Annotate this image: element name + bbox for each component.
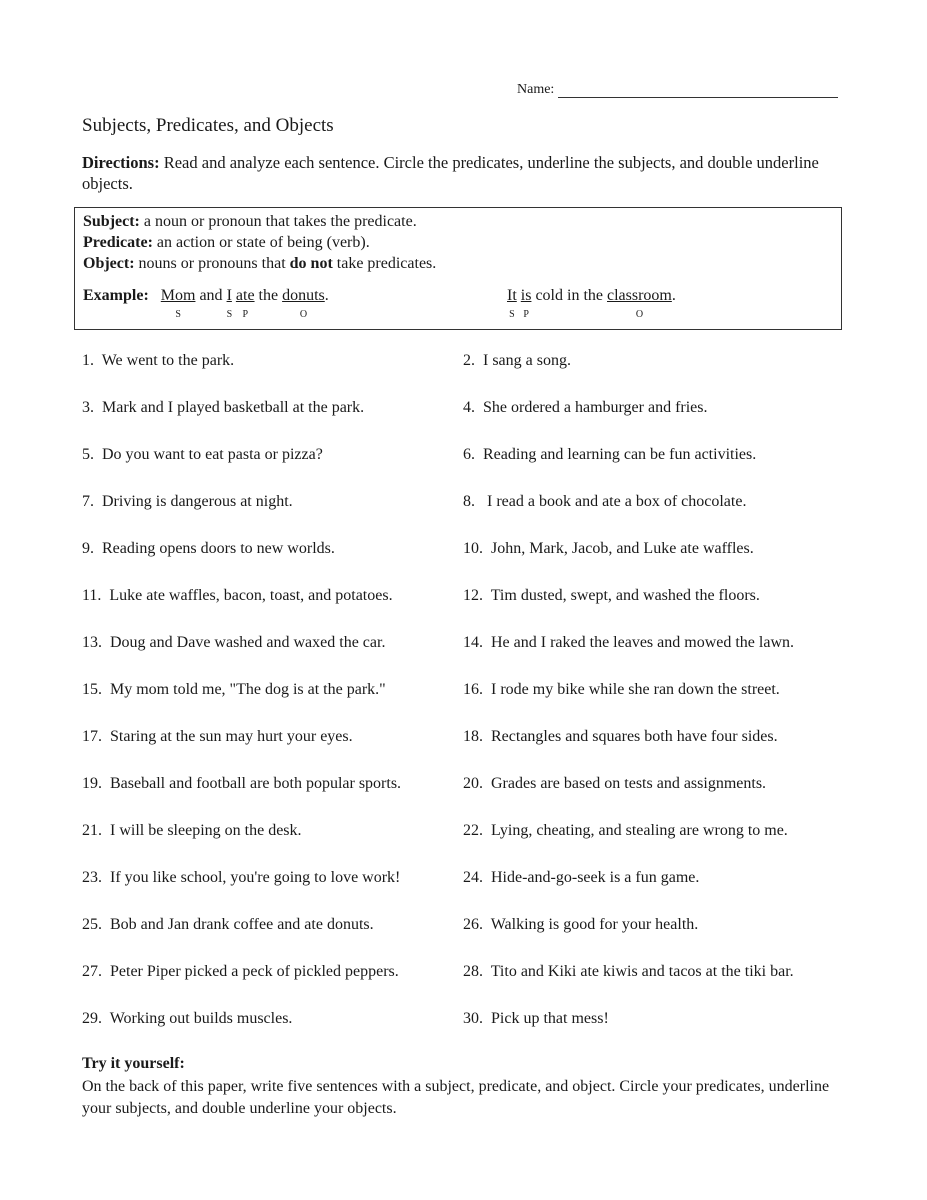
example-text: the: [254, 287, 283, 304]
question-item: 12. Tim dusted, swept, and washed the floors.: [463, 587, 760, 604]
tag-subject: S: [226, 309, 233, 320]
object-text-2: take predicates.: [332, 255, 437, 272]
tag-subject: S: [175, 309, 181, 320]
example-word: I S: [227, 285, 232, 306]
definitions-box: [74, 207, 842, 330]
example-text: cold in the: [531, 287, 607, 304]
question-item: 2. I sang a song.: [463, 352, 571, 369]
tag-object: O: [299, 309, 308, 320]
tag-predicate: P: [523, 309, 529, 320]
question-item: 9. Reading opens doors to new worlds.: [82, 540, 335, 557]
example-word: ate P: [236, 285, 255, 306]
directions-label: Directions:: [82, 153, 160, 172]
question-item: 16. I rode my bike while she ran down the street.: [463, 681, 780, 698]
question-item: 4. She ordered a hamburger and fries.: [463, 399, 708, 416]
question-item: 23. If you like school, you're going to love work!: [82, 869, 401, 886]
directions: [82, 152, 852, 194]
question-item: 27. Peter Piper picked a peck of pickled peppers.: [82, 963, 399, 980]
name-blank-line[interactable]: [558, 83, 838, 98]
subject-text: a noun or pronoun that takes the predicate.: [139, 213, 417, 230]
question-item: 10. John, Mark, Jacob, and Luke ate waffles.: [463, 540, 754, 557]
example-left: [83, 285, 329, 320]
try-it-text: On the back of this paper, write five sentences with a subject, predicate, and object. Circle your predicates, underline your subjects, and double underline your objects.: [82, 1078, 830, 1117]
subject-label: Subject:: [83, 213, 140, 230]
example-word: is P: [521, 285, 532, 306]
example-label: Example:: [83, 287, 149, 304]
question-item: 13. Doug and Dave washed and waxed the car.: [82, 634, 386, 651]
question-item: 26. Walking is good for your health.: [463, 916, 699, 933]
question-item: 21. I will be sleeping on the desk.: [82, 822, 302, 839]
example-word: Mom S: [161, 285, 196, 306]
example-word: It S: [507, 285, 517, 306]
example-word: donuts O: [282, 285, 325, 306]
object-text-1: nouns or pronouns that: [134, 255, 290, 272]
question-item: 28. Tito and Kiki ate kiwis and tacos at the tiki bar.: [463, 963, 794, 980]
question-item: 15. My mom told me, "The dog is at the park.": [82, 681, 386, 698]
object-text-bold: do not: [289, 255, 333, 272]
question-item: 17. Staring at the sun may hurt your eyes.: [82, 728, 353, 745]
question-item: 3. Mark and I played basketball at the park.: [82, 399, 365, 416]
question-item: 25. Bob and Jan drank coffee and ate donuts.: [82, 916, 374, 933]
example-text: .: [671, 287, 676, 304]
name-field: [517, 82, 838, 98]
predicate-text: an action or state of being (verb).: [152, 234, 370, 251]
question-item: 22. Lying, cheating, and stealing are wrong to me.: [463, 822, 788, 839]
try-it-label: Try it yourself:: [82, 1055, 185, 1072]
question-item: 30. Pick up that mess!: [463, 1010, 609, 1027]
page-title: Subjects, Predicates, and Objects: [82, 115, 334, 136]
example-text: .: [324, 287, 329, 304]
tag-predicate: P: [242, 309, 248, 320]
example-word: classroom O: [607, 285, 672, 306]
question-item: 7. Driving is dangerous at night.: [82, 493, 293, 510]
question-item: 29. Working out builds muscles.: [82, 1010, 293, 1027]
object-label: Object:: [83, 255, 135, 272]
directions-text: Read and analyze each sentence. Circle the predicates, underline the subjects, and double underline objects.: [82, 153, 819, 193]
question-item: 1. We went to the park.: [82, 352, 235, 369]
predicate-definition: [83, 232, 833, 253]
example-right: [507, 285, 676, 320]
name-label: Name:: [517, 82, 555, 97]
subject-definition: [83, 211, 833, 232]
question-item: 8. I read a book and ate a box of chocolate.: [463, 493, 747, 510]
object-definition: [83, 253, 833, 274]
question-item: 18. Rectangles and squares both have four sides.: [463, 728, 778, 745]
question-item: 5. Do you want to eat pasta or pizza?: [82, 446, 323, 463]
question-item: 20. Grades are based on tests and assignments.: [463, 775, 767, 792]
tag-subject: S: [509, 309, 515, 320]
predicate-label: Predicate:: [83, 234, 153, 251]
question-item: 14. He and I raked the leaves and mowed the lawn.: [463, 634, 794, 651]
example-text: and: [195, 287, 227, 304]
tag-object: O: [635, 309, 644, 320]
question-item: 11. Luke ate waffles, bacon, toast, and potatoes.: [82, 587, 393, 604]
question-item: 24. Hide-and-go-seek is a fun game.: [463, 869, 700, 886]
question-item: 6. Reading and learning can be fun activities.: [463, 446, 757, 463]
question-item: 19. Baseball and football are both popular sports.: [82, 775, 402, 792]
